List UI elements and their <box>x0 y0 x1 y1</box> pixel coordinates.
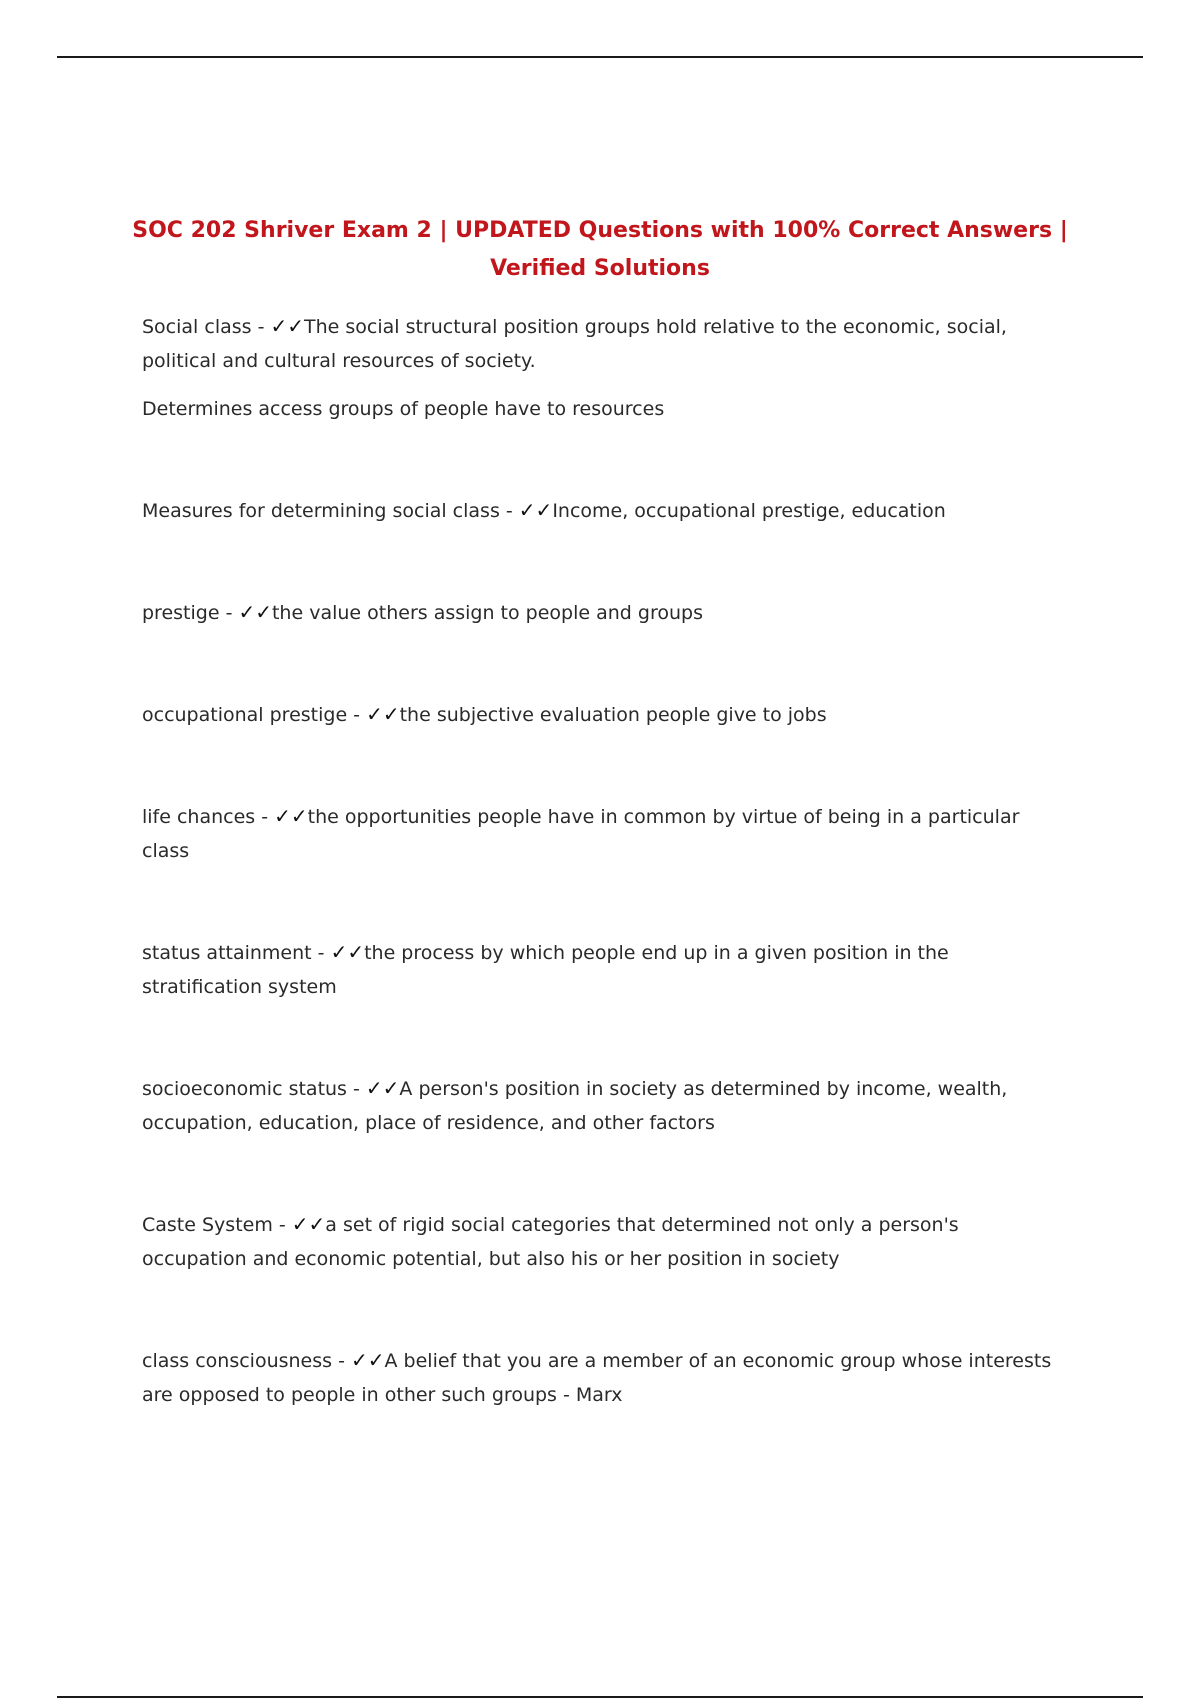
term: life chances <box>142 806 256 828</box>
entry-prestige <box>142 595 1082 630</box>
separator: - <box>346 1078 366 1100</box>
separator: - <box>332 1350 351 1372</box>
separator: - <box>251 316 271 338</box>
term: Measures for determining social class <box>142 500 500 522</box>
double-check-icon: ✓✓ <box>366 702 400 726</box>
entry-class-consciousness <box>142 1343 1072 1412</box>
definition: the value others assign to people and groups <box>271 602 703 624</box>
term: status attainment <box>142 942 312 964</box>
entry-social-class-extra: Determines access groups of people have to resources <box>142 398 665 420</box>
term: Social class <box>142 316 252 338</box>
document-title: SOC 202 Shriver Exam 2 | UPDATED Questions with 100% Correct Answers | Verified Solutions <box>132 218 1068 281</box>
term: socioeconomic status <box>142 1078 347 1100</box>
double-check-icon: ✓✓ <box>330 940 365 964</box>
entry-life-chances <box>142 799 1042 868</box>
term: prestige <box>142 602 220 624</box>
definition: a set of rigid social categories that determined not only a person's occupation and economic potential, but also his or her position in society <box>142 1214 959 1270</box>
entry-social-class <box>142 309 1012 378</box>
top-rule <box>57 56 1143 58</box>
definition: the process by which people end up in a given position in the stratification system <box>142 942 949 998</box>
double-check-icon: ✓✓ <box>274 804 308 828</box>
entry-status-attainment <box>142 935 972 1004</box>
entry-measures-social-class <box>142 493 1082 528</box>
separator: - <box>311 942 331 964</box>
double-check-icon: ✓✓ <box>291 1212 326 1236</box>
term: occupational prestige <box>142 704 348 726</box>
definition: A person's position in society as determined by income, wealth, occupation, education, place of residence, and other factors <box>142 1078 1008 1134</box>
double-check-icon: ✓✓ <box>350 1348 385 1372</box>
entry-caste-system <box>142 1207 982 1276</box>
definition: the subjective evaluation people give to jobs <box>399 704 827 726</box>
separator: - <box>499 500 519 522</box>
term: Caste System <box>142 1214 273 1236</box>
separator: - <box>255 806 275 828</box>
separator: - <box>272 1214 292 1236</box>
double-check-icon: ✓✓ <box>518 498 553 522</box>
separator: - <box>219 602 239 624</box>
term: class consciousness <box>142 1350 333 1372</box>
flashcard-list <box>142 309 1082 1412</box>
double-check-icon: ✓✓ <box>238 600 272 624</box>
definition: the opportunities people have in common by virtue of being in a particular class <box>142 806 1020 862</box>
double-check-icon: ✓✓ <box>270 314 304 338</box>
double-check-icon: ✓✓ <box>365 1076 400 1100</box>
entry-occupational-prestige <box>142 697 1082 732</box>
entry-socioeconomic-status <box>142 1071 1022 1140</box>
separator: - <box>347 704 367 726</box>
bottom-rule <box>57 1696 1143 1698</box>
definition: A belief that you are a member of an economic group whose interests are opposed to people in other such groups - Marx <box>142 1350 1052 1406</box>
definition: Income, occupational prestige, education <box>552 500 946 522</box>
definition: The social structural position groups hold relative to the economic, social, political and cultural resources of society. <box>142 316 1007 372</box>
